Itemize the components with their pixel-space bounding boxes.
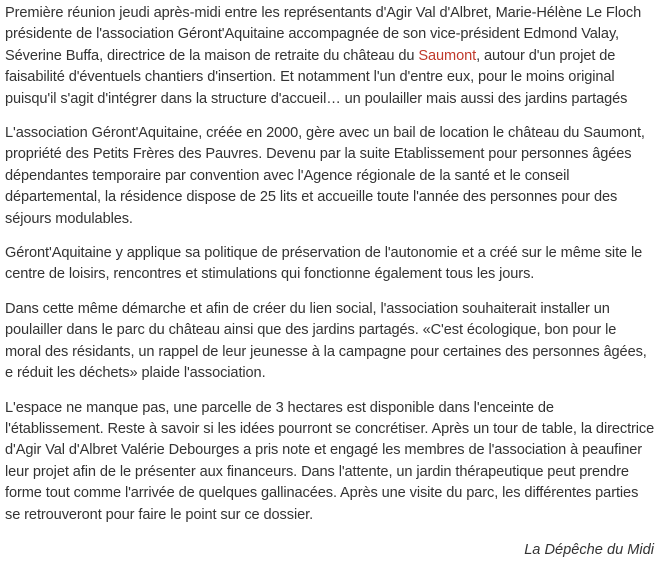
- article-paragraph-2: L'association Géront'Aquitaine, créée en 2000, gère avec un bail de location le château du Saumont, propriété des Petits Frères des Pauvres. Devenu par la suite Etablissement pour personnes âgées dépendantes temporaire par convention avec l'Agence régionale de la santé et le conseil départemental, la résidence dispose de 25 lits et accueille toute l'année des personnes pour des séjours modulables.: [5, 125, 645, 227]
- article-paragraph-4: Dans cette même démarche et afin de créer du lien social, l'association souhaiterait installer un poulailler dans le parc du château ainsi que des jardins partagés. «C'est écologique, bon pour le moral des résidants, un rappel de leur jeunesse à la campagne pour certaines des personnes âgées, e réduit les déchets» plaide l'association.: [5, 300, 647, 382]
- paragraph-1-text-before-link: Première réunion jeudi après-midi entre les représentants d'Agir Val d'Albret, Marie-Hélène Le Floch présidente de l'association Géront'Aquitaine accompagnée de son vice-président Edmond Valay, Séverine Buffa, directrice de la maison de retraite du château du: [5, 5, 642, 64]
- article-paragraph-3: Géront'Aquitaine y applique sa politique de préservation de l'autonomie et a créé sur le même site le centre de loisirs, rencontres et stimulations qui fonctionne également tous les jours.: [5, 245, 643, 283]
- article-source: La Dépêche du Midi: [524, 541, 654, 558]
- paragraph-1-text-after-link: , autour d'un projet de faisabilité d'éventuels chantiers d'insertion. Et notamment l'un d'entre eux, pour le moins original puisqu'il s'agit d'intégrer dans la structure d'accueil… un poulailler mais aussi des jardins partagés: [5, 47, 628, 107]
- article-paragraph-1: [5, 3, 656, 110]
- saumont-link[interactable]: Saumont: [418, 47, 477, 64]
- article-paragraph-5: L'espace ne manque pas, une parcelle de 3 hectares est disponible dans l'enceinte de l'établissement. Reste à savoir si les idées pourront se concrétiser. Après un tour de table, la directrice d'Agir Val d'Albret Valérie Debourges a pris note et engagé les membres de l'association à peaufiner leur projet afin de le présenter aux financeurs. Dans l'attente, un jardin thérapeutique peut prendre forme tout comme l'arrivée de quelques gallinacées. Après une visite du parc, les différentes parties se retrouveront pour faire le point sur ce dossier.: [5, 399, 655, 523]
